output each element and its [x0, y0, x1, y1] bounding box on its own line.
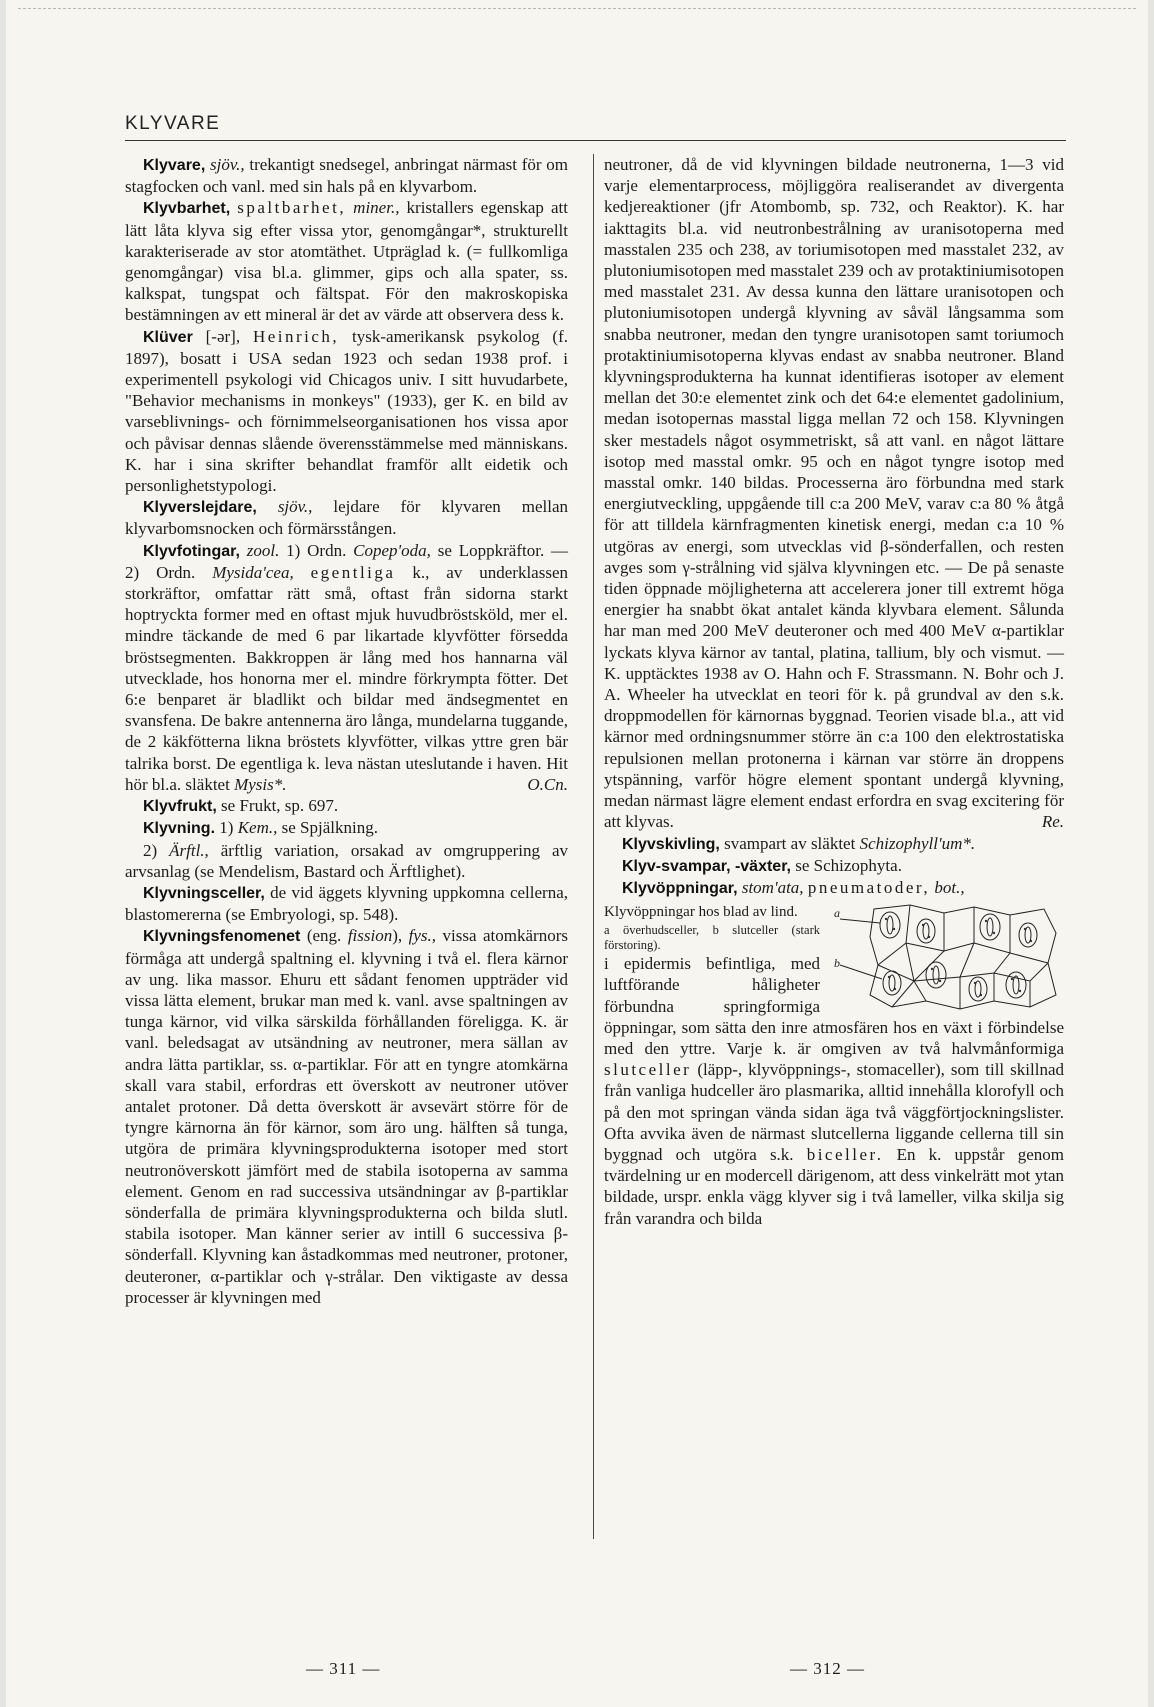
- page-edge-line: [18, 8, 1136, 9]
- headword: Klyvning.: [143, 820, 216, 838]
- headword: Klyvningsfenomenet: [143, 928, 301, 946]
- taxon-name: Mysida'cea,: [212, 562, 294, 582]
- entry-text: (läpp-, klyvöppnings-, stomaceller), som till skillnad från vanliga hudceller äro plasmarika, alltid innehålla klorofyll och på den mot springan vända sidan äga två väggförtjockningslister. Ofta avvika även de närmast slutcellerna liggande cellerna till sin byggnad och utgöra s.k.: [604, 1060, 1064, 1164]
- entry-text: lejdare för klyvaren mellan klyvarbomsnocken och förmärsstången.: [125, 497, 569, 539]
- entry-text: de vid äggets klyvning uppkomna cellerna, blastomererna (se Embryologi, sp. 548).: [125, 882, 568, 925]
- entry-klyverslejdare: [125, 496, 568, 539]
- spaced-term: Heinrich,: [252, 326, 340, 346]
- taxon-name: Copep'oda,: [353, 540, 431, 560]
- entry-klyvning-sense-2: [125, 840, 568, 882]
- headword: Klyv-svampar, -växter,: [622, 857, 791, 875]
- taxon-name: Schizophyll'um*.: [859, 833, 976, 853]
- author-signature: O.Cn.: [527, 774, 568, 794]
- english-term: fission: [347, 926, 393, 946]
- entry-text: se Spjälkning.: [277, 818, 378, 838]
- entry-text: En k. uppstår genom tvärdelning ur en modercell därigenom, att dess vinkelrätt mot ytan bildade, urspr. enkla vägg klyver sig i två lameller, vilka skilja sig från varandra och bilda: [604, 1144, 1064, 1228]
- field-abbreviation: sjöv.,: [210, 155, 245, 174]
- latin-term: stom'ata,: [741, 877, 804, 897]
- spaced-term: egentliga: [310, 562, 396, 582]
- entry-klyvfotingar: [125, 540, 568, 795]
- entry-text: 1) Ordn.: [279, 540, 354, 560]
- running-head: KLYVARE: [125, 113, 221, 134]
- headword: Klyvöppningar,: [622, 879, 738, 897]
- header-rule: [125, 140, 1066, 141]
- entry-klyvare: [125, 154, 568, 197]
- entry-text: ärftlig variation, orsakad av omgruppering av arvsanlag (se Mendelism, Bastard och Ärftlighet).: [125, 840, 568, 881]
- headword: Klyvare,: [143, 157, 206, 174]
- right-column: [604, 154, 1064, 1246]
- column-divider: [593, 154, 594, 1539]
- page: [6, 0, 1148, 1707]
- entry-klyvning: [125, 817, 568, 839]
- field-abbreviation: miner.,: [353, 198, 400, 218]
- entry-text: neutroner, då de vid klyvningen bildade neutronerna, 1—3 vid varje elementarprocess, möjliggöra realiserandet av divergenta kedjereaktioner (jfr Atombomb, sp. 732, och Reaktor). K. har iakttagits bl.a. vid neutronbestrålning av uranisotoperna med masstalen 235 och 238, av toriumisotopen med masstalet 232, av plutoniumisotopen med masstalet 239 och av protaktiniumisotopen med masstalet 231. Av dessa kunna den lättare uranisotopen och plutoniumisotopen undergå klyvning av såväl långsamma som snabba neutroner, medan den tyngre uranisotopen samt toriumoch protaktiniumisotoperna klyvas endast av snabba neutroner. Bland klyvningsprodukterna ha kunnat identifieras isotoper av element mellan det 30:e elementet zink och det 64:e elementet gadolinium, medan isotopernas masstal ligga mellan 72 och 158. Klyvningen sker mestadels något osymmetriskt, så att vanl. en något lättare isotop med masstal omkr. 95 och en något tyngre isotop med masstal omkr. 140 bildas. Processerna äro förbundna med stark energiutveckling, uppgående till c:a 200 MeV, varav c:a 80 % åtgå för att tilldela kärnfragmenten kinetisk energi, medan c:a 10 % utgöras av energi, som utvecklas vid β-sönderfallen, och resten avges som γ-strålning vid själva klyvningen etc. — De på senaste tiden öppnade möjligheterna att accelerera joner till extremt höga energier ha snabbt ökat antalet kända klyvbara element. Sålunda har man med 200 MeV deuteroner och med 400 MeV α-partiklar lyckats klyva kärnor av tantal, platina, tallium, bly och vismut. — K. upptäcktes 1938 av O. Hahn och F. Strassmann. N. Bohr och J. A. Wheeler ha utvecklat en teori för k. på grundval av den s.k. droppmodellen för kärnornas byggnad. Teorien visade bl.a., att vid kärnor med ordningsnummer större än c:a 100 den elektrostatiska repulsionen mellan protonerna i kärnan var större än droppens ytspänning, varför högre element spontant undergå klyvning, medan närmast lägre element endast erfordra en svag excitering för att klyvas.: [604, 155, 1064, 832]
- spaced-term: spaltbarhet,: [237, 198, 347, 218]
- field-abbreviation: fys.,: [408, 926, 437, 946]
- entry-text: 1): [215, 818, 238, 838]
- entry-klyvningsfenomenet: [125, 925, 568, 1308]
- entry-text: kristallers egenskap att lätt låta klyva sig efter vissa ytor, genomgångar*, strukturellt karakteriserade av stor atomtäthet. Utpräglad k. (= fullkomliga genomgångar) visa bl.a. glimmer, gips och alla spater, ss. kalkspat, tungspat och fältspat. För den makroskopiska bestämningen av ett mineral är det av värde att observera dess k.: [125, 198, 569, 325]
- entry-text: se Loppkräftor. — 2) Ordn.: [125, 540, 569, 582]
- sense-number: 2): [143, 840, 170, 860]
- figure-stomata: [830, 903, 1064, 1011]
- spaced-term: pneumatoder,: [807, 877, 931, 897]
- headword: Klüver: [143, 328, 193, 346]
- field-abbreviation: bot.,: [934, 877, 965, 897]
- headword: Klyverslejdare,: [143, 499, 257, 517]
- field-abbreviation: Ärftl.,: [169, 840, 209, 860]
- entry-klyv-svampar: [604, 855, 1064, 877]
- figure-legend: a överhudsceller, b slutceller (stark förstoring).: [604, 923, 820, 953]
- headword: Klyvfrukt,: [143, 798, 217, 816]
- headword: Klyvfotingar,: [143, 542, 240, 560]
- figure-label-b: b: [834, 956, 840, 971]
- left-column: [125, 154, 568, 1308]
- entry-klyvskivling: [604, 833, 1064, 855]
- stomata-illustration: [834, 903, 1060, 1011]
- headword: Klyvbarhet,: [143, 200, 231, 218]
- spaced-term: slutceller: [604, 1060, 692, 1080]
- entry-text: (eng.: [300, 926, 348, 946]
- entry-text: trekantigt snedsegel, anbringat närmast för om stagfocken och vanl. med sin hals på en klyvarbom.: [125, 155, 569, 197]
- page-number-left: — 311 —: [306, 1659, 381, 1678]
- entry-text: tysk-amerikansk psykolog (f. 1897), bosatt i USA sedan 1923 och sedan 1938 prof. i experimentell psykologi vid Chicagos univ. I sitt huvudarbete, "Behavior mechanisms in monkeys" (1933), ger K. en bild av varseblivnings- och förnimmelseorganisationen hos vissa apor och påvisar dennas slående överensstämmelse med människans. K. har i sina skrifter behandlat framför allt eidetik och personlighetstypologi.: [125, 326, 568, 496]
- entry-text: vissa atomkärnors förmåga att undergå spaltning el. klyvning i två el. flera kärnor av ung. lika massor. Ehuru ett sådant fenomen uppträder vid vissa lätta element, brukar man med k. vanl. avse spaltningen av tunga kärnor, vid vilka särskilda förhållanden föreligga. K. är vanl. beledsagat av utsändning av neutroner, mera sällan av andra lätta partiklar, ss. α-partiklar. För att en tyngre atomkärna skall vara stabil, erfordras ett överskott av neutroner utöver antalet protoner. Då detta överskott är avsevärt större för de tyngre kärnorna än för kärnor, som äro ung. hälften så tunga, utgöra de primära klyvningsprodukterna isotoper med stort neutronöverskott jämfört med de stabila isotoperna av samma element. Genom en rad successiva utsändningar av β-partiklar sönderfalla de primära klyvningsprodukterna och bilda slutl. stabila isotoper. Man känner serier av intill 6 successiva β-sönderfall. Klyvning kan åstadkommas med neutroner, protoner, deuteroner, α-partiklar och γ-strålar. Den viktigaste av dessa processer är klyvningen med: [125, 926, 568, 1307]
- headword: Klyvningsceller,: [143, 884, 265, 902]
- entry-text: svampart av släktet: [719, 833, 860, 853]
- entry-text: se Frukt, sp. 697.: [216, 796, 339, 816]
- author-signature: Re.: [1041, 812, 1064, 832]
- field-abbreviation: Kem.,: [237, 818, 278, 838]
- figure-label-a: a: [834, 906, 840, 921]
- entry-text: ),: [392, 926, 409, 946]
- page-number-right: — 312 —: [790, 1659, 865, 1678]
- headword: Klyvskivling,: [622, 835, 720, 853]
- entry-continuation: [604, 154, 1064, 833]
- field-abbreviation: zool.: [246, 540, 280, 560]
- entry-text: k., av underklassen storkräftor, omfattar rätt små, oftast från sidorna starkt hoptryckta former med en oftast mjuk huvudbröstsköld, mer el. mindre täckande de med 6 par likartade klyvfötter försedda bröstsegmenten. Bakkroppen är lång med hos hannarna väl utvecklade, hos honorna mer el. mindre förkrympta fötter. Det 6:e benparet är bladlikt och bildar med ändsegmentet en svansfena. De bakre antennerna äro långa, mundelarna tuggande, de 2 käkfötterna likna bröstets klyvfötter, vilkas yttre gren bär talrika borst. De egentliga k. leva nästan uteslutande i haven. Hit hör bl.a. släktet: [125, 562, 568, 794]
- spaced-term: biceller.: [806, 1144, 884, 1164]
- pronunciation: [-ər],: [192, 326, 253, 346]
- figure-caption: Klyvöppningar hos blad av lind.: [604, 904, 798, 921]
- field-abbreviation: sjöv.,: [277, 497, 313, 517]
- entry-klyvningsceller: [125, 882, 568, 925]
- entry-kluver: [125, 326, 568, 497]
- taxon-name: Mysis*.: [234, 774, 287, 794]
- entry-klyvbarhet: [125, 197, 568, 325]
- entry-text: se Schizophyta.: [791, 855, 902, 875]
- entry-text: i epidermis befintliga, med luftförande håligheter förbundna springformiga öppningar, som sätta den inre atmosfären hos en växt i förbindelse med den yttre. Varje k. är omgiven av två halvmånformiga: [604, 954, 1064, 1058]
- entry-klyvfrukt: [125, 795, 568, 817]
